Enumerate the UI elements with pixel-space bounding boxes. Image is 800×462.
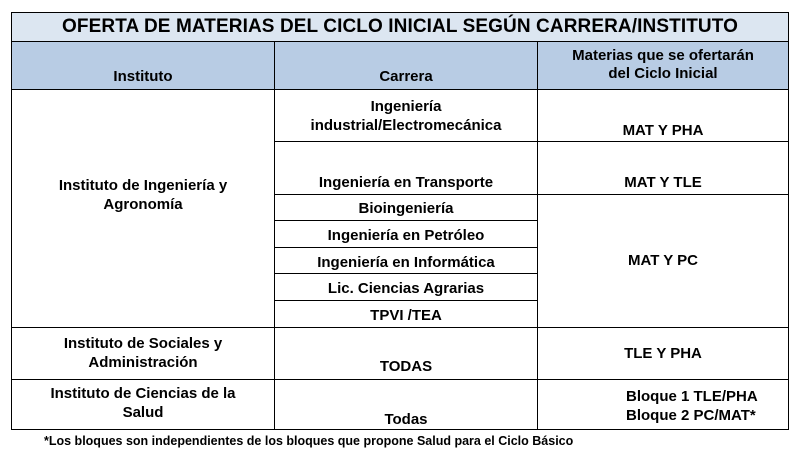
instituto-name-line1: Instituto de Ciencias de la xyxy=(50,385,236,402)
header-carrera xyxy=(275,42,537,90)
row-divider xyxy=(275,220,537,221)
materias-line2: Bloque 2 PC/MAT* xyxy=(626,407,756,424)
materias-cell: MAT Y PHA xyxy=(622,122,704,139)
row-divider xyxy=(12,327,788,328)
carrera-cell: Todas xyxy=(384,411,428,428)
instituto-name-line2: Salud xyxy=(122,404,164,421)
row-divider xyxy=(12,379,788,380)
carrera-cell: Ingeniería en Informática xyxy=(317,254,495,271)
header-carrera-label: Carrera xyxy=(379,68,433,85)
carrera-cell xyxy=(275,97,537,135)
carrera-cell: Bioingeniería xyxy=(358,200,454,217)
row-divider xyxy=(275,194,788,195)
materias-cell: MAT Y TLE xyxy=(624,174,702,191)
row-instituto-salud xyxy=(12,384,274,422)
materias-cell xyxy=(538,387,788,425)
header-instituto xyxy=(12,42,274,90)
header-instituto-label: Instituto xyxy=(113,68,173,85)
row-instituto-sociales xyxy=(12,334,274,372)
carrera-cell: TPVI /TEA xyxy=(370,307,442,324)
header-materias xyxy=(538,42,788,90)
instituto-name-line1: Instituto de Ingeniería y xyxy=(58,177,228,194)
materias-line1: Bloque 1 TLE/PHA xyxy=(626,388,758,405)
carrera-cell: Lic. Ciencias Agrarias xyxy=(327,280,485,297)
row-divider xyxy=(275,273,537,274)
materias-cell: MAT Y PC xyxy=(627,252,698,269)
carrera-cell: Ingeniería en Petróleo xyxy=(327,227,485,244)
careers-subjects-table xyxy=(11,12,789,430)
row-divider xyxy=(275,141,788,142)
column-divider xyxy=(537,42,538,430)
footnote: *Los bloques son independientes de los bloques que propone Salud para el Ciclo Básico xyxy=(44,434,574,448)
carrera-name-line1: Ingeniería xyxy=(370,98,442,115)
row-instituto-ingenieria xyxy=(12,91,274,327)
row-divider xyxy=(275,300,537,301)
instituto-name-line2: Agronomía xyxy=(103,196,183,213)
carrera-cell: Ingeniería en Transporte xyxy=(318,174,494,191)
materias-cell: TLE Y PHA xyxy=(624,345,702,362)
carrera-name-line2: industrial/Electromecánica xyxy=(310,117,502,134)
row-divider xyxy=(275,247,537,248)
carrera-cell: TODAS xyxy=(379,358,433,375)
table-title: OFERTA DE MATERIAS DEL CICLO INICIAL SEGÚN CARRERA/INSTITUTO xyxy=(12,13,788,42)
instituto-name-line1: Instituto de Sociales y xyxy=(63,335,223,352)
instituto-name-line2: Administración xyxy=(88,354,198,371)
header-materias-line2: del Ciclo Inicial xyxy=(608,65,718,82)
header-materias-line1: Materias que se ofertarán xyxy=(572,47,754,64)
